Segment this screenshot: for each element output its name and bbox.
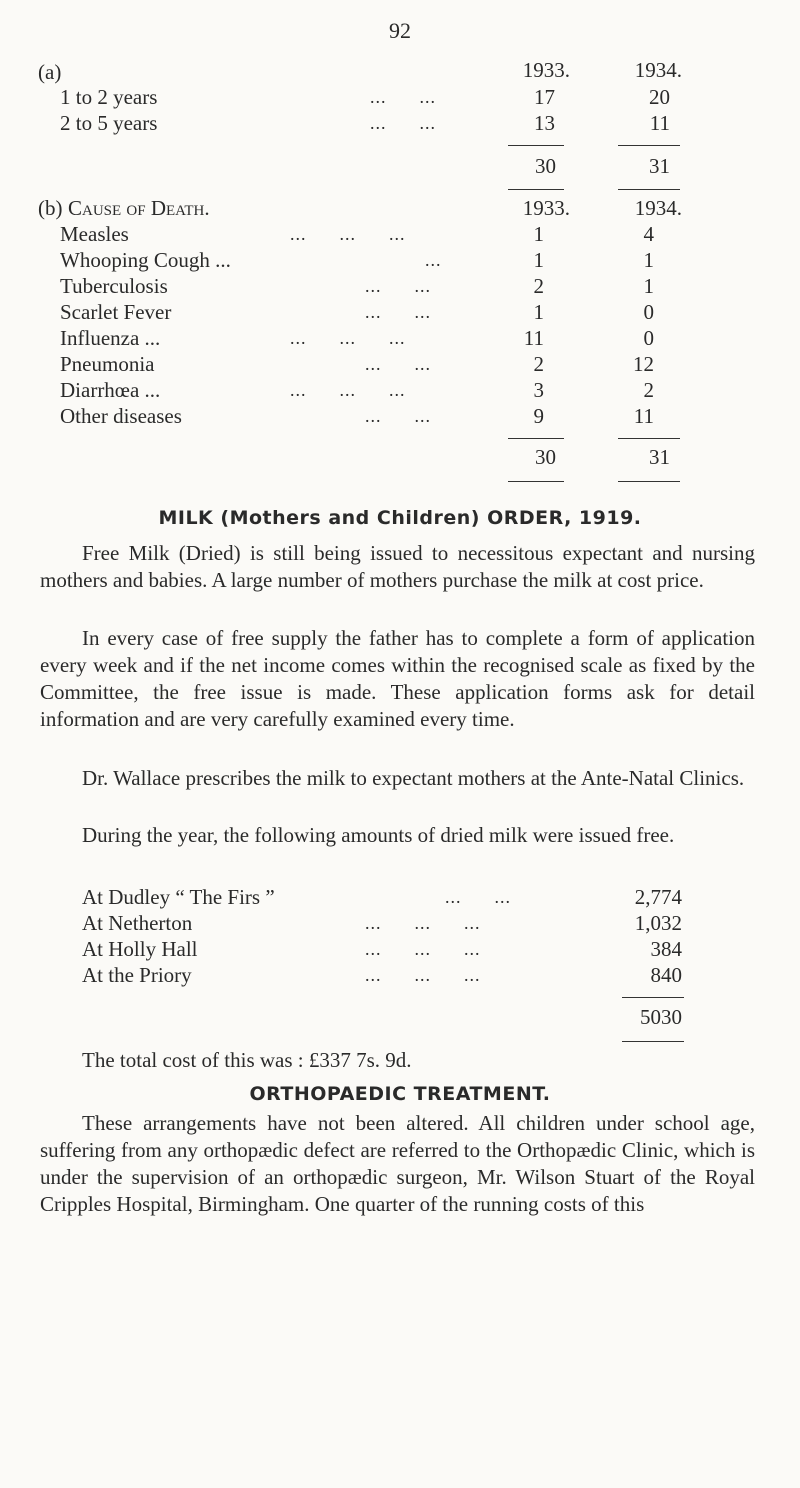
- table-cell: 17: [534, 85, 555, 109]
- milk-paragraph-1: Free Milk (Dried) is still being issued to necessitous expectant and nursing mothers and babies. A large number of mothers purchase the milk at cost price.: [40, 541, 755, 592]
- leader-dots: ... ... ...: [365, 965, 481, 985]
- sum-rule: [508, 145, 564, 146]
- list-item: At Holly Hall: [82, 937, 198, 961]
- milk-amount: 1,032: [634, 911, 682, 935]
- table-row: Scarlet Fever: [60, 300, 172, 324]
- milk-paragraph-3: Dr. Wallace prescribes the milk to expectant mothers at the Ante-Natal Clinics.: [82, 766, 745, 790]
- table-cell: 2: [533, 352, 544, 376]
- table-cell: 13: [534, 111, 555, 135]
- table-total: 31: [649, 445, 670, 469]
- table-cell: 2: [643, 378, 654, 402]
- leader-dots: ... ...: [365, 276, 431, 296]
- leader-dots: ... ... ...: [290, 224, 406, 244]
- list-item: At Dudley “ The Firs ”: [82, 885, 275, 909]
- table-b-title: Cause of Death.: [68, 196, 210, 220]
- table-a-col-1933: 1933.: [522, 58, 570, 82]
- sum-rule: [618, 438, 680, 439]
- table-cell: 4: [643, 222, 654, 246]
- leader-dots: ... ...: [370, 87, 436, 107]
- leader-dots: ... ...: [370, 113, 436, 133]
- table-cell: 1: [643, 274, 654, 298]
- leader-dots: ... ...: [365, 354, 431, 374]
- table-cell: 12: [633, 352, 654, 376]
- sum-rule: [618, 481, 680, 482]
- leader-dots: ... ...: [445, 887, 511, 907]
- sum-rule: [622, 997, 684, 998]
- table-cell: 0: [643, 326, 654, 350]
- table-row: Other diseases: [60, 404, 182, 428]
- leader-dots: ... ... ...: [290, 380, 406, 400]
- table-a-label: (a): [38, 60, 62, 84]
- leader-dots: ... ... ...: [365, 913, 481, 933]
- table-cell: 1: [533, 248, 544, 272]
- table-cell: 20: [649, 85, 670, 109]
- ortho-heading: ORTHOPAEDIC TREATMENT.: [249, 1083, 551, 1105]
- sum-rule: [618, 189, 680, 190]
- table-cell: 1: [643, 248, 654, 272]
- ortho-paragraph: These arrangements have not been altered. All children under school age, suffering from any orthopædic defect are referred to the Orthopædic Clinic, which is under the supervision of an orthopædic surgeon, Mr. Wilson Stuart of the Royal Cripples Hospital, Birmingham. One quarter of the running costs of this: [40, 1111, 755, 1216]
- table-row: Influenza ...: [60, 326, 161, 350]
- milk-amount: 384: [650, 937, 682, 961]
- table-cell: 1: [533, 300, 544, 324]
- table-row: 2 to 5 years: [60, 111, 158, 135]
- table-row: Tuberculosis: [60, 274, 168, 298]
- leader-dots: ...: [425, 250, 442, 270]
- table-cell: 11: [523, 326, 544, 350]
- table-row: 1 to 2 years: [60, 85, 158, 109]
- leader-dots: ... ...: [365, 406, 431, 426]
- milk-cost-line: The total cost of this was : £337 7s. 9d.: [82, 1048, 412, 1072]
- leader-dots: ... ... ...: [290, 328, 406, 348]
- table-total: 30: [535, 154, 556, 178]
- sum-rule: [618, 145, 680, 146]
- table-b-col-1933: 1933.: [522, 196, 570, 220]
- list-item: At Netherton: [82, 911, 193, 935]
- table-row: Diarrhœa ...: [60, 378, 161, 402]
- leader-dots: ... ... ...: [365, 939, 481, 959]
- table-row: Pneumonia: [60, 352, 155, 376]
- milk-amount: 840: [650, 963, 682, 987]
- milk-amount: 2,774: [634, 885, 682, 909]
- table-row: Measles: [60, 222, 129, 246]
- sum-rule: [508, 189, 564, 190]
- table-cell: 11: [649, 111, 670, 135]
- milk-heading: MILK (Mothers and Children) ORDER, 1919.: [158, 507, 642, 529]
- sum-rule: [508, 438, 564, 439]
- table-b-label: (b): [38, 196, 63, 220]
- milk-total: 5030: [640, 1005, 682, 1029]
- table-cell: 2: [533, 274, 544, 298]
- sum-rule: [622, 1041, 684, 1042]
- table-cell: 1: [533, 222, 544, 246]
- page-number: 92: [389, 18, 411, 43]
- table-total: 31: [649, 154, 670, 178]
- table-cell: 9: [533, 404, 544, 428]
- leader-dots: ... ...: [365, 302, 431, 322]
- table-cell: 11: [633, 404, 654, 428]
- table-a-col-1934: 1934.: [634, 58, 682, 82]
- table-row: Whooping Cough ...: [60, 248, 231, 272]
- milk-paragraph-2: In every case of free supply the father has to complete a form of application every week and if the net income comes within the recognised scale as fixed by the Committee, the free issue is made. These application forms ask for detail information and are very carefully examined every time.: [40, 626, 755, 731]
- table-total: 30: [535, 445, 556, 469]
- table-b-col-1934: 1934.: [634, 196, 682, 220]
- table-cell: 3: [533, 378, 544, 402]
- milk-paragraph-4: During the year, the following amounts of dried milk were issued free.: [82, 823, 675, 847]
- sum-rule: [508, 481, 564, 482]
- table-cell: 0: [643, 300, 654, 324]
- list-item: At the Priory: [82, 963, 192, 987]
